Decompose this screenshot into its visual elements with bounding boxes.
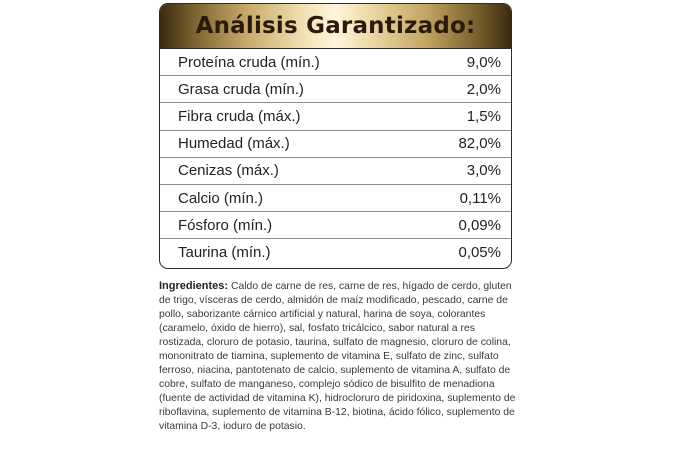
nutrient-label: Fibra cruda (máx.) bbox=[178, 107, 301, 125]
nutrient-label: Fósforo (mín.) bbox=[178, 216, 273, 234]
nutrient-value: 2,0% bbox=[466, 80, 501, 98]
nutrient-label: Grasa cruda (mín.) bbox=[178, 80, 304, 98]
nutrient-value: 0,05% bbox=[458, 244, 501, 262]
nutrient-value: 82,0% bbox=[458, 135, 501, 153]
analysis-row-taurine bbox=[160, 239, 511, 266]
analysis-row-fiber bbox=[160, 103, 511, 130]
nutrient-label: Proteína cruda (mín.) bbox=[178, 53, 320, 71]
analysis-rows bbox=[160, 49, 511, 267]
analysis-row-ash bbox=[160, 158, 511, 185]
analysis-row-moisture bbox=[160, 131, 511, 158]
guaranteed-analysis-table bbox=[159, 3, 512, 269]
nutrient-label: Taurina (mín.) bbox=[178, 244, 271, 262]
ingredients-label: Ingredientes: bbox=[159, 280, 229, 292]
analysis-header bbox=[160, 4, 511, 49]
nutrient-label: Humedad (máx.) bbox=[178, 135, 290, 153]
nutrient-label: Calcio (mín.) bbox=[178, 189, 264, 207]
nutrient-value: 3,0% bbox=[466, 162, 501, 180]
ingredients-paragraph bbox=[159, 279, 519, 434]
ingredients-text: Caldo de carne de res, carne de res, hígado de cerdo, gluten de trigo, vísceras de cerdo, almidón de maíz modificado, pescado, carne de pollo, saborizante cárnico artificial y natural, harina de soya, colorantes (caramelo, óxido de hierro), sal, fosfato tricálcico, sabor natural a res rostizada, cloruro de potasio, taurina, sulfato de magnesio, cloruro de colina, mononitrato de tiamina, suplemento de vitamina E, sulfato de zinc, sulfato ferroso, niacina, pantotenato de calcio, suplemento de vitamina A, sulfato de cobre, sulfato de manganeso, complejo sódico de bisulfito de menadiona (fuente de actividad de vitamina K), hidrocloruro de piridoxina, suplemento de riboflavina, suplemento de vitamina B-12, biotina, ácido fólico, suplemento de vitamina D-3, ioduro de potasio. bbox=[159, 281, 516, 432]
nutrient-value: 1,5% bbox=[466, 107, 501, 125]
nutrient-value: 0,09% bbox=[458, 216, 501, 234]
analysis-row-fat bbox=[160, 76, 511, 103]
nutrient-value: 9,0% bbox=[466, 53, 501, 71]
analysis-row-phosphorus bbox=[160, 212, 511, 239]
nutrient-value: 0,11% bbox=[459, 189, 501, 207]
analysis-title: Análisis Garantizado: bbox=[195, 13, 476, 39]
nutrient-label: Cenizas (máx.) bbox=[178, 162, 279, 180]
analysis-row-calcium bbox=[160, 185, 511, 212]
analysis-row-protein bbox=[160, 49, 511, 76]
